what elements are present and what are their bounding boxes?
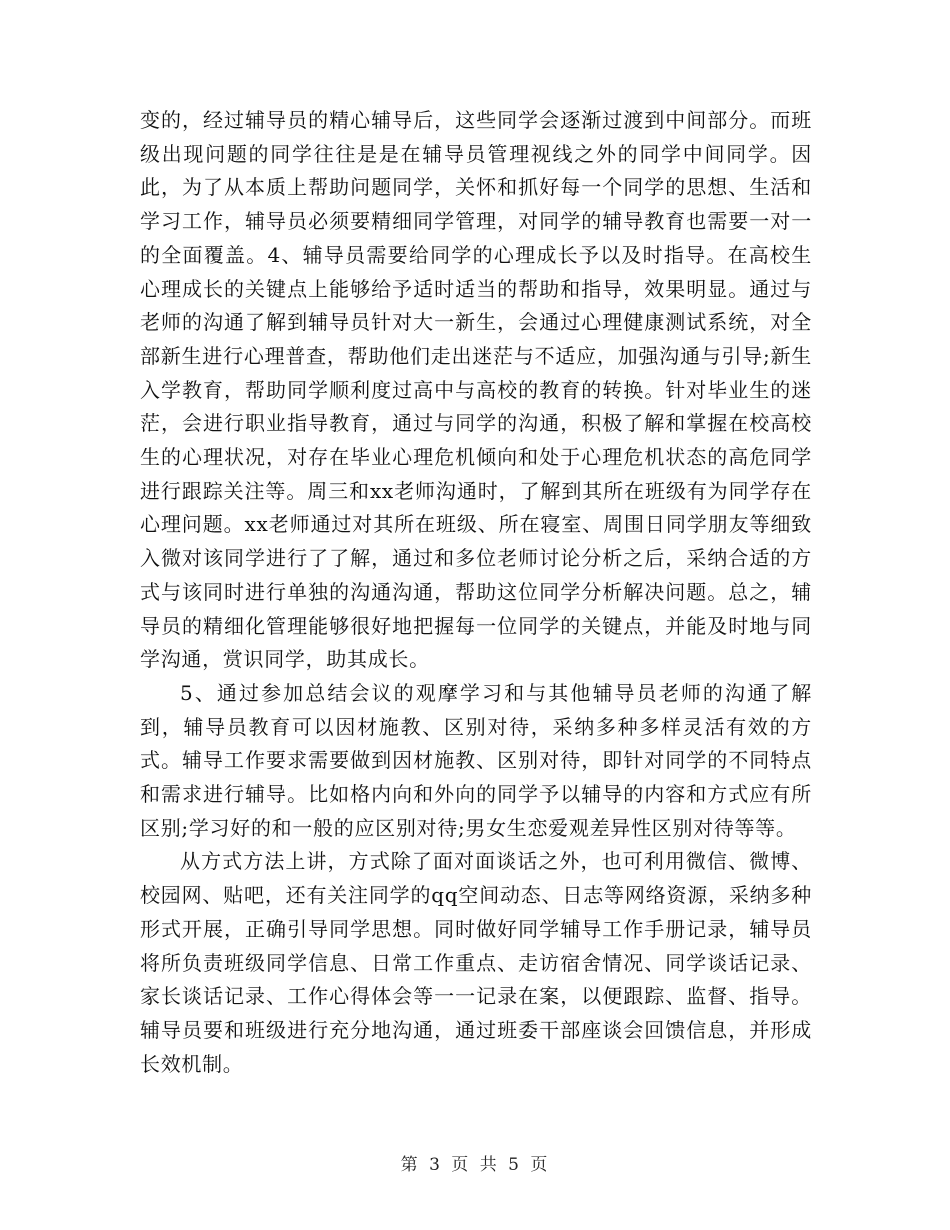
footer-prefix: 第 <box>400 1155 420 1175</box>
footer-total-word: 共 <box>479 1155 499 1175</box>
footer-current-page: 3 <box>429 1155 442 1175</box>
footer-page-word: 页 <box>451 1155 471 1175</box>
document-body <box>140 104 812 1081</box>
paragraph-continuation: 变的，经过辅导员的精心辅导后，这些同学会逐渐过渡到中间部分。而班级出现问题的同学往往是是在辅导员管理视线之外的同学中间同学。因此，为了从本质上帮助问题同学，关怀和抓好每一个同学的思想、生活和学习工作，辅导员必须要精细同学管理，对同学的辅导教育也需要一对一的全面覆盖。4、辅导员需要给同学的心理成长予以及时指导。在高校生心理成长的关键点上能够给予适时适当的帮助和指导，效果明显。通过与老师的沟通了解到辅导员针对大一新生，会通过心理健康测试系统，对全部新生进行心理普查，帮助他们走出迷茫与不适应，加强沟通与引导;新生入学教育，帮助同学顺利度过高中与高校的教育的转换。针对毕业生的迷茫，会进行职业指导教育，通过与同学的沟通，积极了解和掌握在校高校生的心理状况，对存在毕业心理危机倾向和处于心理危机状态的高危同学进行跟踪关注等。周三和xx老师沟通时，了解到其所在班级有为同学存在心理问题。xx老师通过对其所在班级、所在寝室、周围日同学朋友等细致入微对该同学进行了了解，通过和多位老师讨论分析之后，采纳合适的方式与该同时进行单独的沟通沟通，帮助这位同学分析解决问题。总之，辅导员的精细化管理能够很好地把握每一位同学的关键点，并能及时地与同学沟通，赏识同学，助其成长。 <box>140 108 812 672</box>
footer-suffix: 页 <box>530 1155 550 1175</box>
paragraph-point-5: 5、通过参加总结会议的观摩学习和与其他辅导员老师的沟通了解到，辅导员教育可以因材施教、区别对待，采纳多种多样灵活有效的方式。辅导工作要求需要做到因材施教、区别对待，即针对同学的不同特点和需求进行辅导。比如格内向和外向的同学予以辅导的内容和方式应有所区别;学习好的和一般的应区别对待;男女生恋爱观差异性区别对待等等。 <box>140 680 812 840</box>
page-footer <box>0 1150 950 1175</box>
paragraph-methods: 从方式方法上讲，方式除了面对面谈话之外，也可利用微信、微博、校园网、贴吧，还有关注同学的qq空间动态、日志等网络资源，采纳多种形式开展，正确引导同学思想。同时做好同学辅导工作手册记录，辅导员将所负责班级同学信息、日常工作重点、走访宿舍情况、同学谈话记录、家长谈话记录、工作心得体会等一一记录在案，以便跟踪、监督、指导。辅导员要和班级进行充分地沟通，通过班委干部座谈会回馈信息，并形成长效机制。 <box>140 849 812 1076</box>
footer-total-pages: 5 <box>508 1155 521 1175</box>
